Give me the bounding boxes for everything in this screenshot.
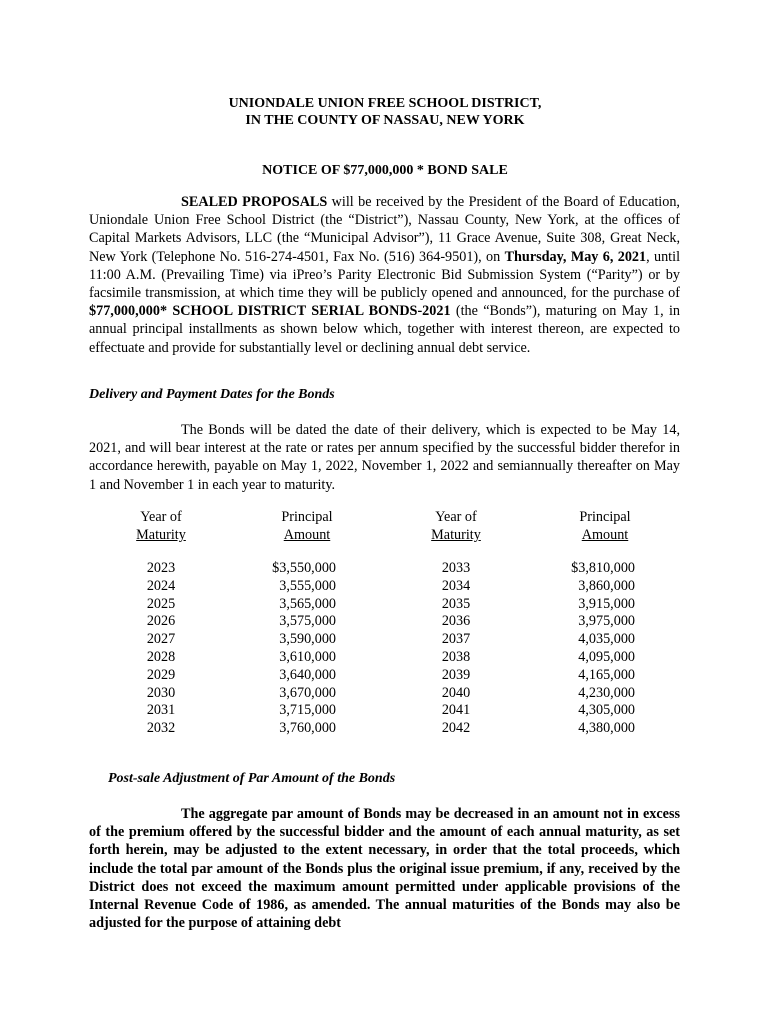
notice-title: NOTICE OF $77,000,000 * BOND SALE [262, 163, 508, 178]
principal-amount: 3,610,000 [279, 648, 336, 665]
postsale-heading: Post-sale Adjustment of Par Amount of the Bonds [108, 771, 396, 786]
maturity-year: 2028 [146, 648, 176, 665]
maturity-year: 2023 [146, 560, 176, 576]
principal-amount: 3,575,000 [279, 613, 336, 630]
principal-amount: 4,035,000 [578, 631, 635, 648]
maturity-year: 2030 [146, 684, 176, 701]
maturity-year: 2039 [441, 666, 471, 683]
principal-amount: 3,565,000 [279, 595, 336, 612]
principal-amount: 3,915,000 [578, 595, 635, 612]
delivery-text: The Bonds will be dated the date of their delivery, which is expected to be May 14, 2021, and will bear interest at the rate or rates per annum specified by the successful bidder therefor in accordance herewith, payable on May 1, 2022, November 1, 2022 and semiannually thereafter on May 1 and November 1 in each year to maturity. [89, 422, 680, 493]
right-year-column [411, 508, 501, 738]
maturity-year: 2040 [441, 684, 471, 701]
county-line: IN THE COUNTY OF NASSAU, NEW YORK [245, 113, 525, 128]
maturity-year: 2034 [441, 577, 471, 594]
principal-amount: 4,165,000 [578, 666, 635, 683]
postsale-text: The aggregate par amount of Bonds may be decreased in an amount not in excess of the premium offered by the successful bidder and the amount of each annual maturity, as set forth herein, may be adjusted to the extent necessary, in order that the total proceeds, which include the total par amount of the Bonds plus the original issue premium, if any, received by the District does not exceed the maximum amount permitted under applicable provisions of the Internal Revenue Code of 1986, as amended. The annual maturities of the Bonds may also be adjusted for the purpose of attaining debt [89, 806, 680, 932]
maturity-year: 2029 [146, 666, 176, 683]
principal-amount: 4,230,000 [578, 684, 635, 701]
maturity-year: 2026 [146, 613, 176, 630]
maturity-year: 2031 [146, 702, 176, 719]
year-header-line2: Maturity [136, 527, 186, 543]
amount-header-line2: Amount [283, 527, 331, 543]
bonds-description: $77,000,000* SCHOOL DISTRICT SERIAL BONDS-2021 [89, 303, 451, 320]
amount-header-line1: Principal [281, 509, 333, 525]
maturity-year: 2035 [441, 595, 471, 612]
right-amount-column [560, 508, 635, 738]
maturity-year: 2032 [146, 720, 176, 737]
intro-paragraph [89, 193, 680, 357]
principal-amount: 4,095,000 [578, 648, 635, 665]
delivery-heading: Delivery and Payment Dates for the Bonds [89, 387, 335, 402]
principal-amount: 3,860,000 [578, 577, 635, 594]
maturity-year: 2042 [441, 720, 471, 737]
amount-header-line2: Amount [581, 527, 629, 543]
intro-text-2: , until 11:00 A.M. (Prevailing Time) via iPreo’s Parity Electronic Bid Submission System (“Parity”) or by facsimile transmission, at which time they will be publicly opened and announced, for the purchase of [89, 248, 681, 302]
principal-amount: 3,555,000 [279, 577, 336, 594]
principal-amount: $3,810,000 [571, 560, 635, 576]
intro-text-1: will be received by the President of the Board of Education, Uniondale Union Free School District (the “District”), Nassau County, New York, at the offices of Capital Markets Advisors, LLC (the “Municipal Advisor”), 11 Grace Avenue, Suite 308, Great Neck, New York (Telephone No. 516-274-4501, Fax No. (516) 364-9501), on [89, 194, 680, 265]
principal-amount: 3,640,000 [279, 666, 336, 683]
principal-amount: 3,670,000 [279, 684, 336, 701]
sale-date: Thursday, May 6, 2021 [504, 248, 647, 265]
delivery-paragraph [89, 421, 680, 494]
intro-text-3: (the “Bonds”), maturing on May 1, in annual principal installments as shown below which, together with interest thereon, are expected to effectuate and provide for substantially level or declining annual debt service. [89, 303, 680, 356]
year-header-line2: Maturity [431, 527, 481, 543]
maturity-year: 2036 [441, 613, 471, 630]
principal-amount: 3,715,000 [279, 702, 336, 719]
maturity-year: 2025 [146, 595, 176, 612]
maturity-year: 2041 [441, 702, 471, 719]
principal-amount: 3,590,000 [279, 631, 336, 648]
maturity-year: 2024 [146, 577, 176, 594]
principal-amount: 3,760,000 [279, 720, 336, 737]
principal-amount: $3,550,000 [272, 560, 336, 576]
district-name: UNIONDALE UNION FREE SCHOOL DISTRICT, [228, 96, 542, 111]
maturity-year: 2038 [441, 648, 471, 665]
sealed-proposals-lead: SEALED PROPOSALS [181, 194, 328, 210]
year-header-line1: Year of [140, 509, 182, 525]
principal-amount: 4,305,000 [578, 702, 635, 719]
left-year-column [116, 508, 206, 738]
amount-header-line1: Principal [579, 509, 631, 525]
maturity-year: 2027 [146, 631, 176, 648]
postsale-paragraph [89, 805, 680, 932]
principal-amount: 4,380,000 [578, 720, 635, 737]
year-header-line1: Year of [435, 509, 477, 525]
left-amount-column [262, 508, 336, 738]
principal-amount: 3,975,000 [578, 613, 635, 630]
maturity-year: 2037 [441, 631, 471, 648]
maturity-year: 2033 [441, 560, 471, 576]
